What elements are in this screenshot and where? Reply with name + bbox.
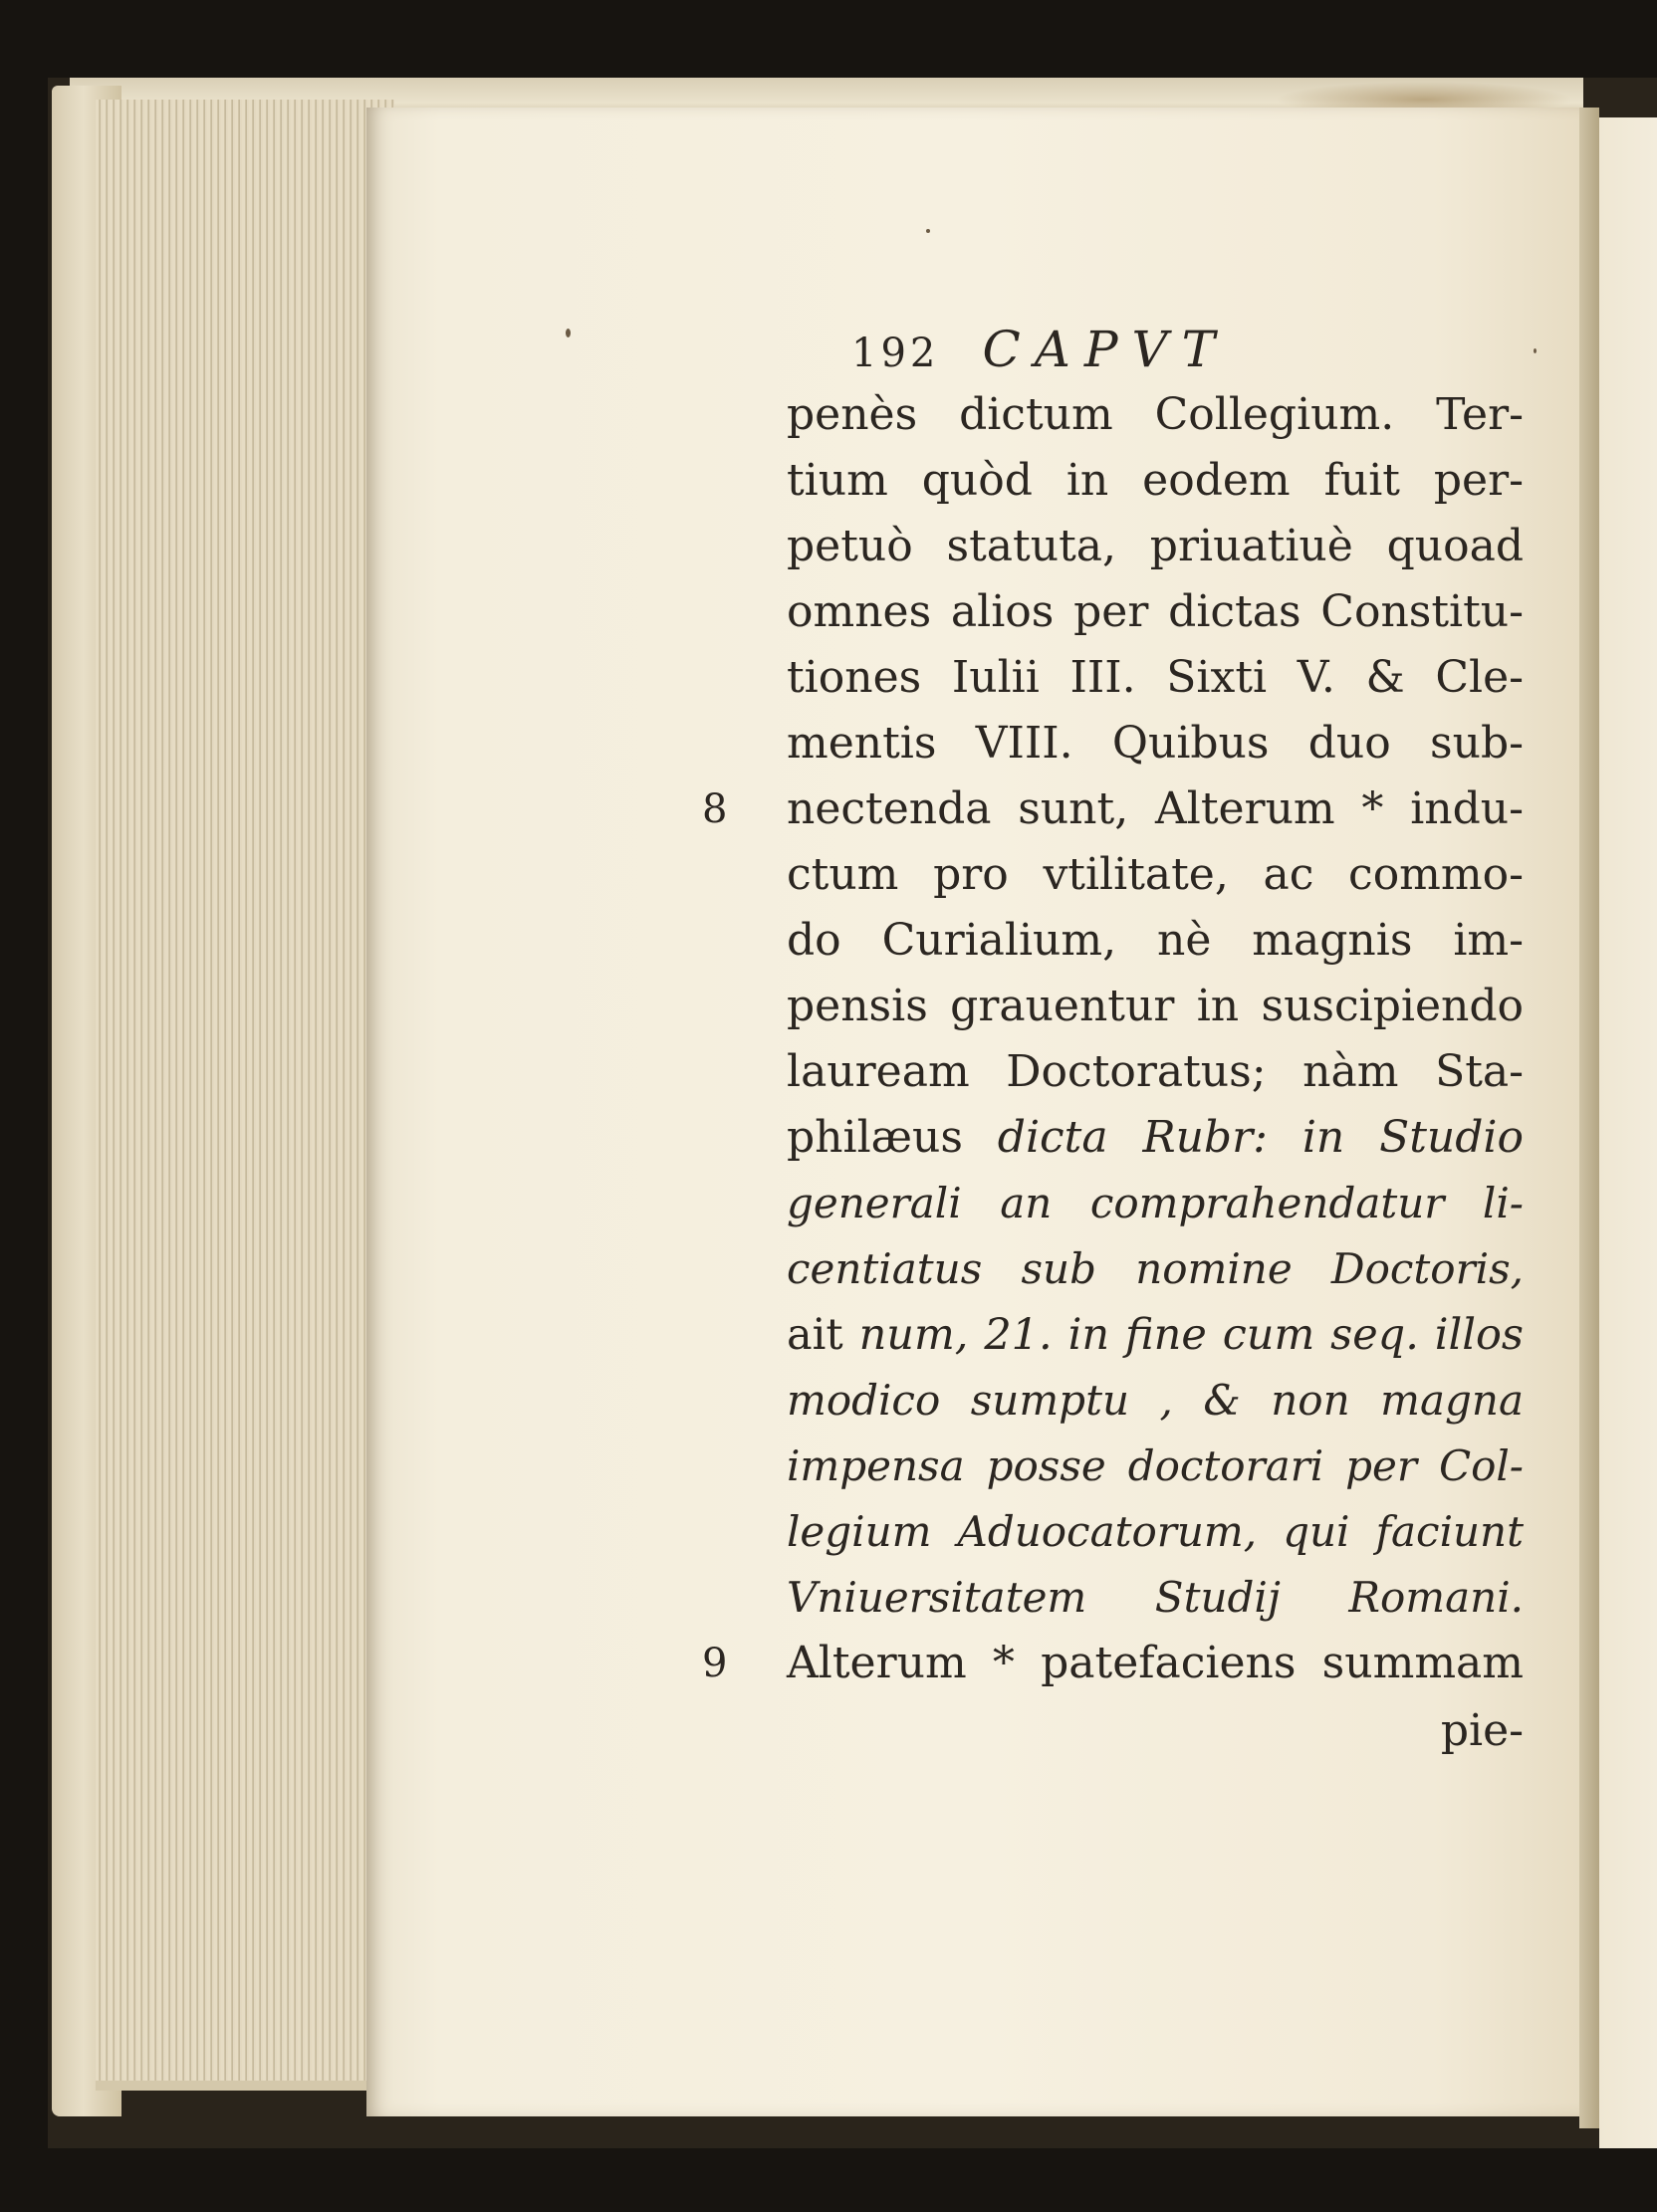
italic-line: Vniuersitatem Studij Romani. [787,1573,1524,1622]
text-line: mentis VIII. Quibus duo sub- [787,718,1524,769]
text-line: lauream Doctoratus; nàm Sta- [787,1046,1524,1097]
text-line: tium quòd in eodem fuit per- [787,455,1524,506]
text-line-mixed [787,1308,1524,1362]
italic-text: dicta Rubr: in Studio [997,1112,1524,1163]
italic-line: centiatus sub nomine Doctoris, [787,1244,1524,1293]
text-line: omnes alios per dictas Constitu- [787,586,1524,637]
page-block-edges [96,100,394,2091]
running-head [851,321,1229,380]
text-line: pensis grauentur in suscipiendo [787,981,1524,1031]
text-line-mixed [787,1111,1524,1165]
italic-line: legium Aduocatorum, qui faciunt [787,1507,1524,1556]
catchword: pie- [1440,1705,1524,1756]
paper-speck [1534,348,1537,353]
page-number: 192 [851,331,940,376]
marginal-number: 9 [702,1641,728,1686]
roman-text: philæus [787,1112,998,1163]
chapter-heading: CAPVT [982,321,1229,378]
text-line: tiones Iulii III. Sixti V. & Cle- [787,652,1524,703]
gutter-shadow [1579,108,1599,2128]
text-line: petuò statuta, priuatiuè quoad [787,521,1524,571]
italic-line: modico sumptu , & non magna [787,1376,1524,1425]
right-page-edge [1599,117,1657,2148]
italic-line: generali an comprahendatur li- [787,1179,1524,1227]
paper-speck [566,329,571,337]
italic-line: impensa posse doctorari per Col- [787,1441,1524,1490]
text-line: penès dictum Collegium. Ter- [787,389,1524,440]
marginal-number: 8 [702,786,728,832]
paper-speck [926,229,930,233]
text-line: nectenda sunt, Alterum * indu- [787,783,1524,834]
italic-text: num, 21. in fine cum seq. illos [858,1310,1524,1360]
roman-text: ait [787,1310,859,1360]
text-line: ctum pro vtilitate, ac commo- [787,849,1524,900]
text-line: do Curialium, nè magnis im- [787,915,1524,966]
text-line: Alterum * patefaciens summam [787,1638,1524,1688]
